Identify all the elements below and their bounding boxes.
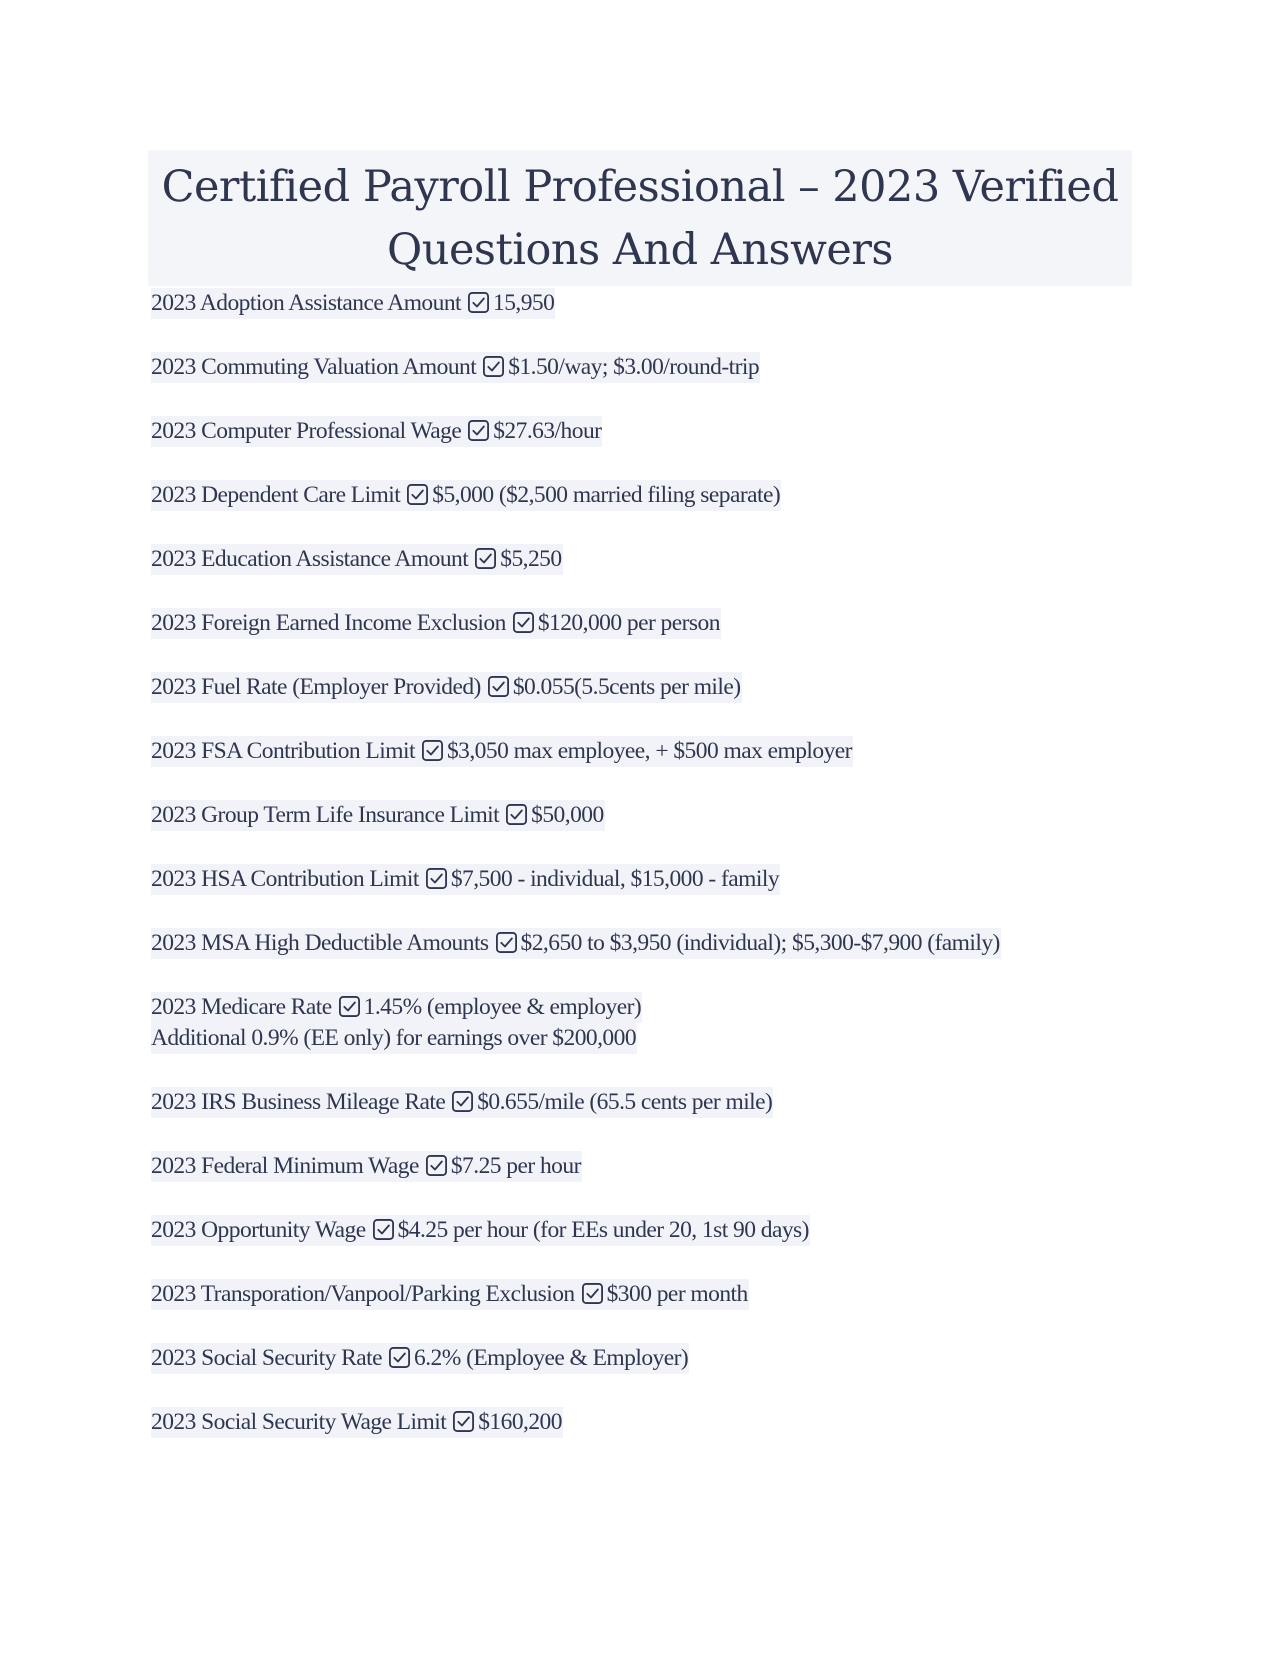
qa-entry [151,864,1132,895]
checkbox-checked-icon [467,419,490,442]
checkbox-checked-icon [482,355,505,378]
answer-text: $50,000 [531,802,604,828]
question-text: 2023 Foreign Earned Income Exclusion [151,610,506,636]
checkbox-checked-icon [425,867,448,890]
qa-line [151,288,555,319]
qa-line [151,800,605,831]
question-text: 2023 Group Term Life Insurance Limit [151,802,500,828]
checkbox-checked-icon [452,1410,475,1433]
checkbox-checked-icon [467,291,490,314]
question-text: 2023 Federal Minimum Wage [151,1153,419,1179]
qa-line [151,1407,563,1438]
answer-text: $4.25 per hour (for EEs under 20, 1st 90 days) [397,1217,809,1243]
answer-text: $2,650 to $3,950 (individual); $5,300-$7,900 (family) [520,930,1000,956]
checkbox-checked-icon [581,1282,604,1305]
answer-text: $7.25 per hour [450,1153,581,1179]
answer-text: 15,950 [493,290,555,316]
question-text: 2023 Commuting Valuation Amount [151,354,477,380]
question-text: 2023 Dependent Care Limit [151,482,401,508]
qa-entry [151,800,1132,831]
answer-text: $3,050 max employee, + $500 max employer [446,738,852,764]
page-title: Certified Payroll Professional – 2023 Verified Questions And Answers [161,162,1119,275]
qa-entry [151,1343,1132,1374]
answer-extra-text: Additional 0.9% (EE only) for earnings over $200,000 [151,1023,637,1054]
checkbox-checked-icon [505,803,528,826]
qa-entry [151,544,1132,575]
checkbox-checked-icon [487,675,510,698]
qa-line [151,480,781,511]
checkbox-checked-icon [338,995,361,1018]
checkbox-checked-icon [388,1346,411,1369]
qa-entry [151,288,1132,319]
checkbox-checked-icon [512,611,535,634]
checkbox-checked-icon [372,1218,395,1241]
answer-text: $300 per month [606,1281,748,1307]
question-text: 2023 Social Security Rate [151,1345,382,1371]
qa-line [151,672,742,703]
qa-entry [151,480,1132,511]
qa-line [151,1279,749,1310]
qa-entry [151,352,1132,383]
checkbox-checked-icon [495,931,518,954]
question-text: 2023 IRS Business Mileage Rate [151,1089,446,1115]
qa-line [151,1151,582,1182]
qa-line [151,416,602,447]
qa-line [151,992,642,1023]
qa-list [148,288,1132,1438]
qa-line [151,608,721,639]
qa-line [151,864,780,895]
qa-line [151,544,563,575]
qa-entry [151,992,1132,1054]
question-text: 2023 MSA High Deductible Amounts [151,930,489,956]
document-page [148,150,1132,1471]
title-block [148,150,1132,286]
question-text: 2023 Medicare Rate [151,994,332,1020]
answer-text: $0.655/mile (65.5 cents per mile) [477,1089,773,1115]
qa-entry [151,1279,1132,1310]
qa-entry [151,1407,1132,1438]
checkbox-checked-icon [406,483,429,506]
qa-entry [151,672,1132,703]
answer-text: $5,000 ($2,500 married filing separate) [432,482,781,508]
answer-text: $1.50/way; $3.00/round-trip [508,354,760,380]
checkbox-checked-icon [421,739,444,762]
qa-entry [151,928,1132,959]
qa-line [151,1087,773,1118]
answer-text: 1.45% (employee & employer) [363,994,642,1020]
qa-entry [151,416,1132,447]
qa-entry [151,736,1132,767]
checkbox-checked-icon [451,1090,474,1113]
qa-entry [151,1087,1132,1118]
answer-text: $120,000 per person [537,610,720,636]
question-text: 2023 Computer Professional Wage [151,418,462,444]
question-text: 2023 Education Assistance Amount [151,546,469,572]
answer-text: $0.055(5.5cents per mile) [512,674,741,700]
qa-entry [151,1215,1132,1246]
qa-entry [151,608,1132,639]
question-text: 2023 Transporation/Vanpool/Parking Exclusion [151,1281,575,1307]
question-text: 2023 Opportunity Wage [151,1217,366,1243]
qa-line [151,928,1001,959]
question-text: 2023 FSA Contribution Limit [151,738,415,764]
qa-line [151,352,760,383]
question-text: 2023 Fuel Rate (Employer Provided) [151,674,481,700]
qa-line [151,1343,689,1374]
answer-text: $5,250 [500,546,562,572]
answer-text: 6.2% (Employee & Employer) [414,1345,689,1371]
qa-line [151,1215,810,1246]
question-text: 2023 Social Security Wage Limit [151,1409,447,1435]
checkbox-checked-icon [425,1154,448,1177]
answer-text: $7,500 - individual, $15,000 - family [450,866,780,892]
qa-entry [151,1151,1132,1182]
question-text: 2023 Adoption Assistance Amount [151,290,461,316]
question-text: 2023 HSA Contribution Limit [151,866,419,892]
answer-text: $27.63/hour [493,418,602,444]
answer-text: $160,200 [478,1409,562,1435]
checkbox-checked-icon [474,547,497,570]
qa-line [151,736,853,767]
